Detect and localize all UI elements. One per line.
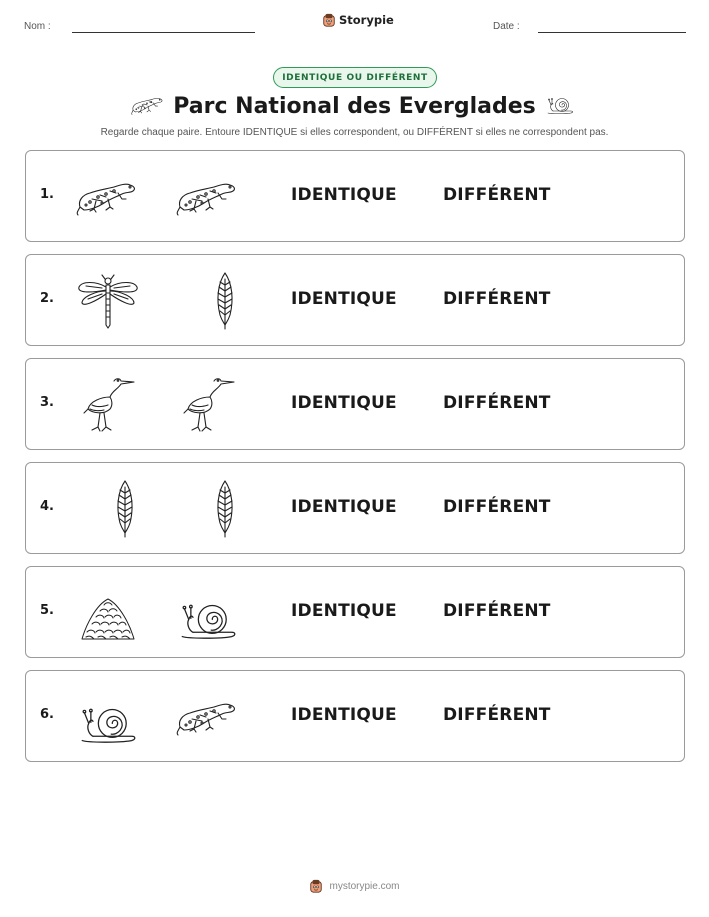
fern-leaf-icon (176, 479, 240, 539)
row-number: 4. (40, 499, 54, 514)
date-field-line[interactable] (538, 32, 686, 33)
brand-name: Storypie (339, 13, 394, 27)
dragonfly-icon (76, 271, 140, 331)
footer (0, 879, 709, 893)
different-option[interactable]: DIFFÉRENT (443, 497, 551, 517)
storypie-logo-icon (322, 13, 336, 27)
fern-leaf-icon (76, 479, 140, 539)
page-title: Parc National des Everglades (173, 94, 536, 119)
row-number: 3. (40, 395, 54, 410)
storypie-logo-icon (309, 879, 323, 893)
snail-icon (546, 95, 574, 117)
heron-icon (176, 375, 240, 435)
different-option[interactable]: DIFFÉRENT (443, 185, 551, 205)
snail-icon (176, 583, 240, 643)
pair-row-6 (25, 670, 685, 762)
pair-row-5 (25, 566, 685, 658)
lizard-icon (176, 167, 240, 227)
lizard-icon (76, 167, 140, 227)
different-option[interactable]: DIFFÉRENT (443, 289, 551, 309)
row-number: 2. (40, 291, 54, 306)
pair-row-4 (25, 462, 685, 554)
identique-option[interactable]: IDENTIQUE (291, 289, 397, 309)
worksheet-type-badge: IDENTIQUE OU DIFFÉRENT (273, 67, 437, 88)
identique-option[interactable]: IDENTIQUE (291, 393, 397, 413)
pair-row-3 (25, 358, 685, 450)
different-option[interactable]: DIFFÉRENT (443, 705, 551, 725)
identique-option[interactable]: IDENTIQUE (291, 705, 397, 725)
instructions: Regarde chaque paire. Entoure IDENTIQUE si elles correspondent, ou DIFFÉRENT si elles ne correspondent pas. (100, 127, 609, 138)
identique-option[interactable]: IDENTIQUE (291, 185, 397, 205)
shell-pile-icon (76, 583, 140, 643)
identique-option[interactable]: IDENTIQUE (291, 497, 397, 517)
different-option[interactable]: DIFFÉRENT (443, 601, 551, 621)
row-number: 5. (40, 603, 54, 618)
different-option[interactable]: DIFFÉRENT (443, 393, 551, 413)
heron-icon (76, 375, 140, 435)
fern-leaf-icon (176, 271, 240, 331)
row-number: 1. (40, 187, 54, 202)
footer-url[interactable]: mystorypie.com (329, 880, 400, 892)
pair-row-2 (25, 254, 685, 346)
name-field-line[interactable] (72, 32, 255, 33)
row-number: 6. (40, 707, 54, 722)
pair-row-1 (25, 150, 685, 242)
identique-option[interactable]: IDENTIQUE (291, 601, 397, 621)
lizard-icon (176, 687, 240, 747)
name-label: Nom : (24, 21, 51, 32)
brand-logo (322, 13, 394, 27)
date-label: Date : (493, 21, 520, 32)
snail-icon (76, 687, 140, 747)
